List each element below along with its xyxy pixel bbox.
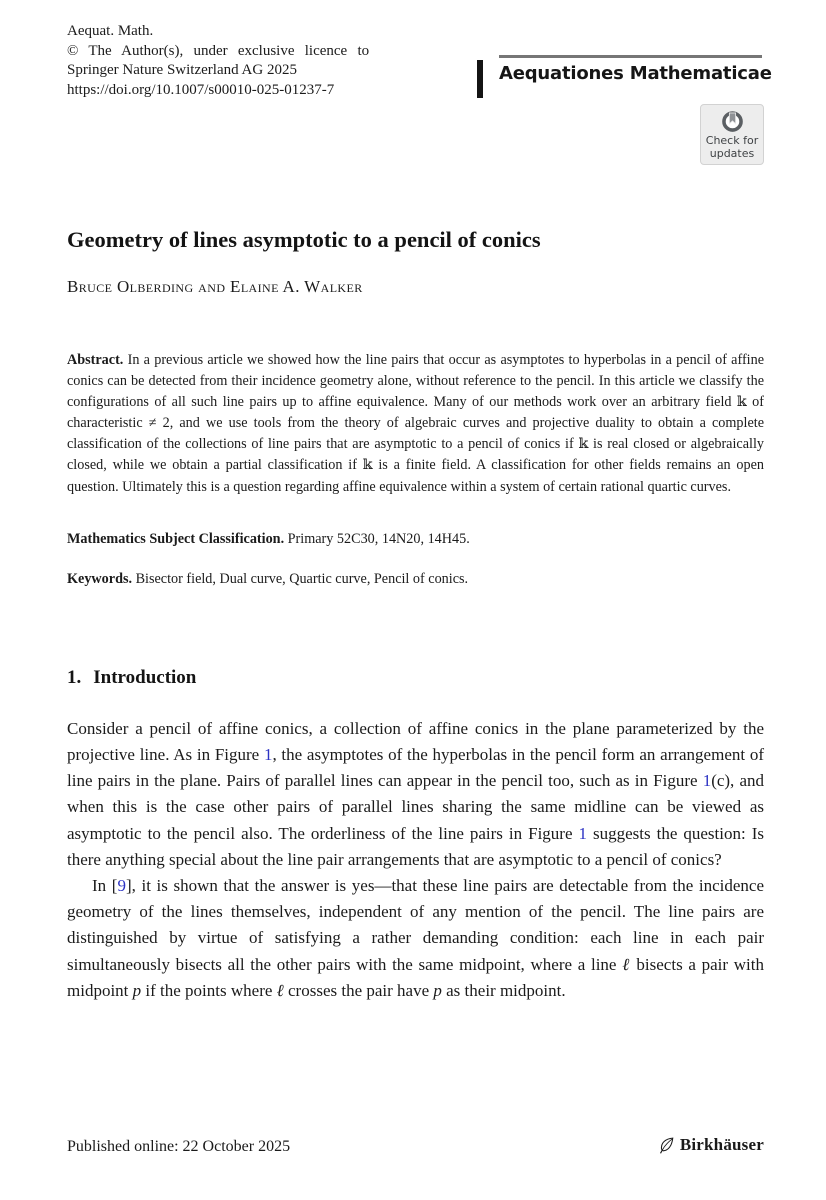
math-ell: ℓ: [276, 980, 284, 1000]
text-segment: , the asymptotes of the hyperbolas in the pencil form an arrangement of line pairs in the plane. Pairs of parallel lines can appear in the pencil too, such as in Figure: [67, 745, 764, 791]
publisher-name: Birkhäuser: [679, 1135, 764, 1154]
figure-1-link[interactable]: 1: [263, 745, 273, 765]
doi-link[interactable]: https://doi.org/10.1007/s00010-025-01237-7: [67, 81, 335, 98]
journal-abbreviation: Aequat. Math.: [67, 23, 154, 39]
citation-9-link[interactable]: 9: [117, 876, 126, 896]
math-p: p: [132, 980, 142, 1000]
header-imprint: [67, 22, 459, 100]
text-segment: crosses the pair have: [283, 980, 434, 1000]
keywords-label: Keywords.: [67, 570, 133, 587]
text-segment: if the points where: [141, 980, 277, 1000]
text-segment: bisects a pair with midpoint: [67, 954, 764, 1000]
abstract-paragraph: [67, 350, 764, 498]
footer-published-online: Published online: 22 October 2025: [67, 1138, 291, 1155]
math-ell: ℓ: [622, 954, 631, 974]
main-column: [67, 350, 764, 1004]
intro-paragraph-2: [67, 873, 764, 1004]
journal-banner-title: Aequationes Mathematicae: [499, 63, 772, 84]
copyright-line-1: © The Author(s), under exclusive licence to: [67, 42, 370, 59]
check-for-updates-badge[interactable]: [700, 104, 764, 165]
banner-vertical-bar: [477, 60, 483, 98]
intro-paragraph-1: [67, 716, 764, 873]
section-number: 1.: [67, 666, 82, 688]
text-segment: Consider a pencil of affine conics, a collection of affine conics in the plane parameterized by the projective line. As in Figure: [67, 718, 764, 765]
msc-label: Mathematics Subject Classification.: [67, 530, 285, 547]
section-heading: [67, 667, 764, 689]
check-updates-bookmark-icon: [720, 109, 745, 134]
article-title: Geometry of lines asymptotic to a pencil of conics: [67, 227, 541, 252]
copyright-line-2: Springer Nature Switzerland AG 2025: [67, 62, 297, 79]
banner-top-rule: [499, 55, 762, 58]
msc-text: Primary 52C30, 14N20, 14H45.: [287, 530, 470, 547]
text-segment: as their midpoint.: [441, 980, 566, 1000]
text-segment: In [: [92, 876, 118, 896]
authors-line: Bruce Olberding and Elaine A. Walker: [67, 277, 363, 296]
abstract-text: In a previous article we showed how the line pairs that occur as asymptotes to hyperbolas in a pencil of affine conics can be detected from their incidence geometry alone, without reference to the pencil. In this article we classify the configurations of all such line pairs up to affine equivalence. Many of our methods work over an arbitrary field 𝕜 of characteristic ≠ 2, and we use tools from the theory of algebraic curves and projective duality to obtain a complete classification of the collections of line pairs that are asymptotic to a pencil of conics if 𝕜 is real closed or algebraically closed, while we obtain a partial classification if 𝕜 is a finite field. A classification for other fields remains an open question. Ultimately this is a question regarding affine equivalence within a system of certain rational quartic curves.: [67, 352, 764, 495]
birkhauser-leaf-icon: [657, 1136, 676, 1155]
publisher-logo: [657, 1135, 764, 1155]
figure-1-link[interactable]: 1: [702, 771, 712, 791]
section-title: Introduction: [93, 666, 197, 688]
msc-line: [67, 529, 764, 550]
text-segment: (c), and when this is the case other pairs of parallel lines sharing the same midline can be viewed as asymptotic to the pencil also. The orderliness of the line pairs in Figure: [67, 771, 764, 843]
text-segment: ], it is shown that the answer is yes—that these line pairs are detectable from the incidence geometry of the lines themselves, independent of any mention of the pencil. The line pairs are distinguished by virtue of satisfying a rather demanding condition: each line in each pair simultaneously bisects all the other pairs with the same midpoint, where a line: [67, 876, 764, 974]
check-updates-label: Check for updates: [705, 134, 759, 160]
abstract-label: Abstract.: [67, 352, 124, 368]
text-segment: suggests the question: Is there anything special about the line pair arrangements that are asymptotic to a pencil of conics?: [67, 823, 764, 869]
figure-1-link[interactable]: 1: [578, 823, 588, 843]
math-p: p: [433, 980, 442, 1000]
keywords-text: Bisector field, Dual curve, Quartic curve, Pencil of conics.: [135, 570, 469, 587]
keywords-line: [67, 569, 764, 590]
